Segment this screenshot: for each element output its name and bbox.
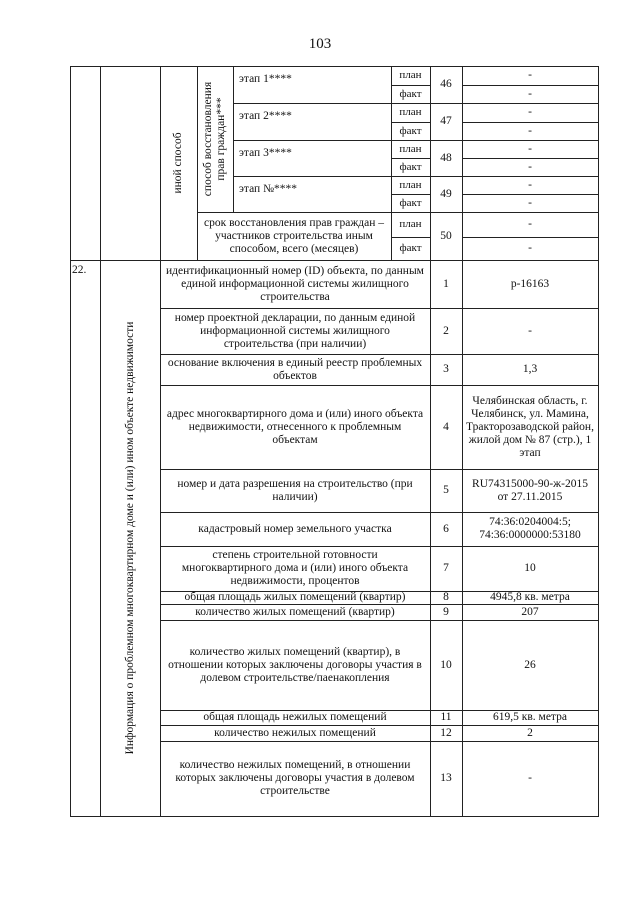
row-number: 9: [443, 605, 449, 618]
plan-value: -: [528, 142, 532, 155]
row-label: общая площадь нежилых помещений: [203, 711, 387, 723]
row-value: Челябинская область, г. Челябинск, ул. Мамина, Тракторозаводской район, жилой дом № 87 (стр.), 1 этап: [466, 394, 594, 459]
plan-value: -: [528, 218, 532, 230]
plan-label: план: [399, 106, 422, 118]
row-number: 50: [440, 229, 452, 242]
fakt-value: -: [528, 160, 532, 173]
table-bottom-border: [70, 816, 599, 817]
table-col-rule: [100, 66, 101, 817]
table-col-rule: [160, 260, 161, 817]
row-label: идентификационный номер (ID) объекта, по данным единой информационной системы жилищного строительства: [166, 264, 424, 303]
stage-label: этап 3****: [239, 146, 292, 159]
row-number: 47: [440, 115, 452, 127]
row-label: кадастровый номер земельного участка: [198, 522, 392, 535]
plan-label: план: [399, 69, 422, 81]
row-number: 5: [443, 484, 449, 496]
row-value: 74:36:0204004:5; 74:36:0000000:53180: [479, 516, 581, 541]
row-label: количество жилых помещений (квартир): [195, 605, 395, 618]
row-label: количество жилых помещений (квартир), в отношении которых заключены договоры участия в долевом строительстве/паенакопления: [168, 645, 422, 684]
fakt-value: -: [528, 87, 532, 100]
plan-value: -: [528, 69, 532, 81]
row-number: 13: [440, 772, 452, 784]
row-number: 8: [443, 591, 449, 603]
row-label: номер и дата разрешения на строительство (при наличии): [177, 477, 413, 503]
plan-label: план: [399, 218, 422, 230]
table-col-rule: [462, 260, 463, 817]
other-method-vertical-label: иной способ: [171, 132, 184, 194]
object-info-vertical-label: Информация о проблемном многоквартирном доме и (или) ином объекте недвижимости: [123, 321, 136, 755]
fakt-label: факт: [399, 196, 422, 209]
fakt-label: факт: [399, 242, 422, 254]
row-label: количество нежилых помещений, в отношении которых заключены договоры участия в долевом строительстве: [175, 759, 415, 797]
row-number: 4: [443, 420, 449, 433]
row-number: 3: [443, 363, 449, 375]
page-number: 103: [308, 36, 332, 52]
row-number: 11: [440, 711, 452, 723]
row-value: 4945,8 кв. метра: [490, 591, 570, 603]
term-label: срок восстановления прав граждан – участников строительства иным способом, всего (месяцев): [204, 216, 384, 255]
table-left-border: [70, 66, 71, 817]
restore-method-vertical-label: способ восстановления прав граждан***: [202, 81, 227, 197]
row-label: количество нежилых помещений: [214, 726, 376, 739]
table-right-border: [598, 66, 599, 817]
row-label: общая площадь жилых помещений (квартир): [184, 591, 406, 603]
table-col-rule: [160, 66, 161, 261]
section-number: 22.: [72, 263, 87, 276]
row-value: 619,5 кв. метра: [493, 711, 567, 723]
row-number: 6: [443, 522, 449, 535]
fakt-label: факт: [399, 87, 422, 100]
plan-label: план: [399, 142, 422, 155]
row-number: 46: [440, 78, 452, 90]
row-value: 2: [527, 726, 533, 739]
row-number: 2: [443, 324, 449, 337]
plan-value: -: [528, 106, 532, 118]
row-value: -: [528, 772, 532, 784]
table-col-rule: [197, 66, 198, 261]
row-label: степень строительной готовности многоквартирного дома и (или) иного объекта недвижимости, процентов: [181, 549, 409, 587]
row-value: 207: [521, 605, 539, 618]
row-value: -: [528, 324, 532, 337]
fakt-value: -: [528, 124, 532, 137]
row-label: адрес многоквартирного дома и (или) иного объекта недвижимости, отнесенного к проблемным объектам: [166, 407, 424, 446]
row-value: 1,3: [522, 363, 538, 375]
stage-label: этап 2****: [239, 110, 292, 122]
row-number: 48: [440, 151, 452, 164]
fakt-value: -: [528, 196, 532, 209]
row-value: 10: [524, 562, 536, 574]
row-number: 7: [443, 562, 449, 574]
row-value: 26: [524, 658, 536, 671]
row-number: 1: [443, 277, 449, 290]
row-label: основание включения в единый реестр проблемных объектов: [167, 356, 423, 382]
row-label: номер проектной декларации, по данным единой информационной системы жилищного строительства (при наличии): [174, 311, 416, 350]
row-number: 49: [440, 187, 452, 200]
row-value: RU74315000-90-ж-2015 от 27.11.2015: [472, 477, 588, 503]
fakt-label: факт: [399, 160, 422, 173]
row-number: 10: [440, 658, 452, 671]
fakt-value: -: [528, 242, 532, 254]
stage-label: этап №****: [239, 182, 298, 195]
plan-label: план: [399, 178, 422, 191]
plan-value: -: [528, 178, 532, 191]
fakt-label: факт: [399, 124, 422, 137]
row-number: 12: [440, 726, 452, 739]
stage-label: этап 1****: [239, 73, 292, 85]
row-value: р-16163: [510, 277, 550, 290]
